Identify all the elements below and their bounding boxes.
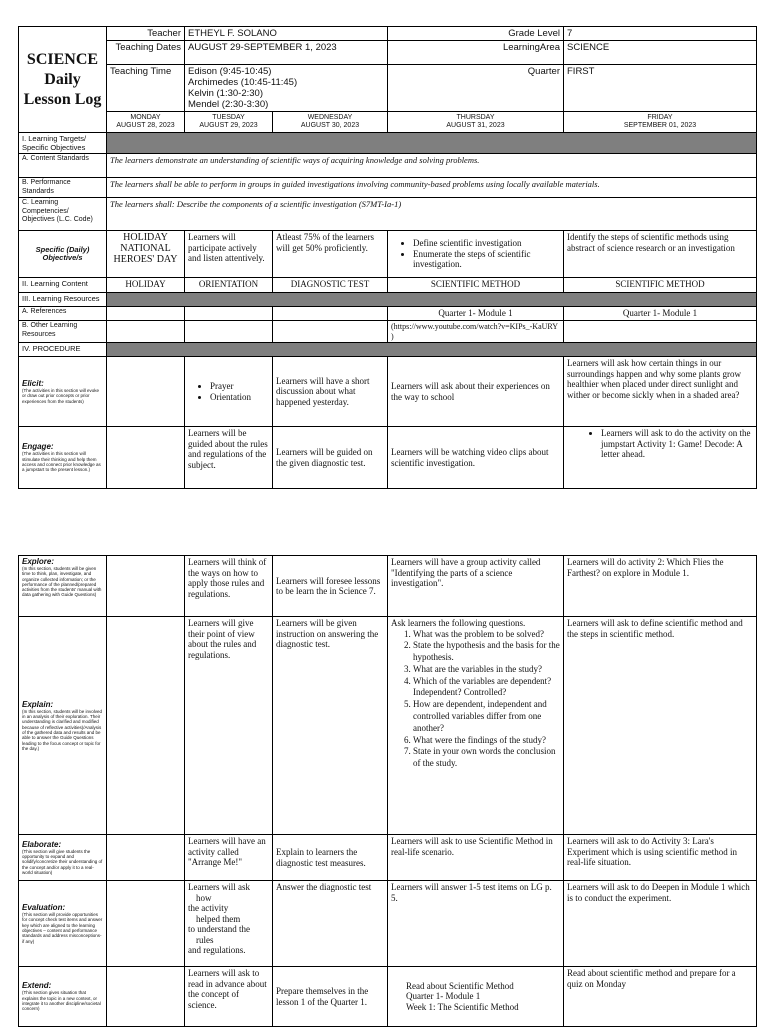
teaching-dates-label: Teaching Dates	[107, 41, 185, 65]
references-friday: Quarter 1- Module 1	[564, 307, 757, 321]
section-learning-targets: I. Learning Targets/ Specific Objectives	[19, 133, 107, 154]
phase-evaluation: Evaluation: (This section will provide opportunities for concept check test items and answer key which are aligned to the learning objectives – content and performance standards and address misconceptions- if any)	[19, 881, 107, 967]
day-header-tuesday: TUESDAY AUGUST 29, 2023	[185, 112, 273, 133]
specific-tuesday: Learners will participate actively and listen attentively.	[185, 231, 273, 278]
content-tuesday: ORIENTATION	[185, 278, 273, 293]
learning-resources-label: III. Learning Resources	[19, 293, 107, 307]
content-standards-label: A. Content Standards	[19, 154, 107, 178]
content-wednesday: DIAGNOSTIC TEST	[273, 278, 388, 293]
explain-thursday: Ask learners the following questions. 1. What was the problem to be solved? 2. State the hypothesis and the basis for the hypothesis. 3. What are the variables in the study? 4. Which of the variables are dependent? Independent? Controlled? 5. How are dependent, independent and controlled variables differ from one another? 6. What were the findings of the study? 7. State in your own words the conclusion of the study.	[388, 617, 564, 835]
day-header-wednesday: WEDNESDAY AUGUST 30, 2023	[273, 112, 388, 133]
section-bar	[107, 343, 757, 357]
elicit-wednesday: Learners will have a short discussion about what happened yesterday.	[273, 357, 388, 427]
content-monday: HOLIDAY	[107, 278, 185, 293]
list-item: 4. Which of the variables are dependent? Independent? Controlled?	[413, 676, 560, 700]
competencies-text: The learners shall: Describe the components of a scientific investigation (S7MT-Ia-1)	[107, 198, 757, 231]
section-bar	[107, 293, 757, 307]
list-item: 2. State the hypothesis and the basis for the hypothesis.	[413, 640, 560, 664]
grade-level-value: 7	[564, 27, 757, 41]
elaborate-thursday: Learners will ask to use Scientific Method in real-life scenario.	[388, 835, 564, 881]
list-item: 5. How are dependent, independent and controlled variables differ from one another?	[413, 699, 560, 734]
elicit-friday: Learners will ask how certain things in our surroundings happen and why some plants grow healthier when placed under direct sunlight and wither or become sickly when in a shaded area?	[564, 357, 757, 427]
references-label: A. References	[19, 307, 107, 321]
explore-friday: Learners will do activity 2: Which Flies the Farthest? on explore in Module 1.	[564, 556, 757, 617]
phase-explore: Explore: (In this section, students will be given time to think, plan, investigate, and organize collected information; or the performance of the planned/prepared activities from the students' manual with data gathering with Guide Questions)	[19, 556, 107, 617]
competencies-label: C. Learning Competencies/ Objectives (L.C. Code)	[19, 198, 107, 231]
list-item: • Define scientific investigation	[413, 238, 560, 249]
list-item: • Learners will ask to do the activity on the jumpstart Activity 1: Game! Decode: A letter ahead.	[601, 428, 753, 460]
elaborate-wednesday: Explain to learners the diagnostic test measures.	[273, 835, 388, 881]
other-resources-label: B. Other Learning Resources	[19, 321, 107, 343]
lesson-log-table-2	[18, 555, 757, 1027]
lesson-log-table-1	[18, 26, 757, 489]
phase-elaborate: Elaborate: (This section will give students the opportunity to expand and solidify/concretize their understanding of the concept and/or apply it to a real-world situation)	[19, 835, 107, 881]
phase-elicit: Elicit: (The activities in this section will evoke or draw out prior concepts or prior experiences from the students)	[19, 357, 107, 427]
procedure-label: IV. PROCEDURE	[19, 343, 107, 357]
teaching-time-value: Edison (9:45-10:45) Archimedes (10:45-11:45) Kelvin (1:30-2:30) Mendel (2:30-3:30)	[185, 65, 388, 112]
explore-wednesday: Learners will foresee lessons to be learn the in Science 7.	[273, 556, 388, 617]
specific-objectives-label: Specific (Daily) Objective/s	[19, 231, 107, 278]
grade-level-label: Grade Level	[388, 27, 564, 41]
evaluation-tuesday: Learners will ask how the activity helped them to understand the rules and regulations.	[185, 881, 273, 967]
content-standards-text: The learners demonstrate an understanding of scientific ways of acquiring knowledge and solving problems.	[107, 154, 757, 178]
engage-thursday: Learners will be watching video clips about scientific investigation.	[388, 427, 564, 489]
explain-friday: Learners will ask to define scientific method and the steps in scientific method.	[564, 617, 757, 835]
list-item: • Enumerate the steps of scientific investigation.	[413, 249, 560, 270]
log-title: SCIENCE Daily Lesson Log	[19, 27, 107, 133]
evaluation-friday: Learners will ask to do Deepen in Module 1 which is to conduct the experiment.	[564, 881, 757, 967]
extend-thursday: Read about Scientific Method Quarter 1- Module 1 Week 1: The Scientific Method	[388, 967, 564, 1027]
specific-friday: Identify the steps of scientific methods using abstract of science research or an investigation	[564, 231, 757, 278]
evaluation-wednesday: Answer the diagnostic test	[273, 881, 388, 967]
teaching-dates-value: AUGUST 29-SEPTEMBER 1, 2023	[185, 41, 388, 65]
explore-tuesday: Learners will think of the ways on how to apply those rules and regulations.	[185, 556, 273, 617]
list-item: 1. What was the problem to be solved?	[413, 629, 560, 641]
specific-thursday	[388, 231, 564, 278]
teacher-label: Teacher	[107, 27, 185, 41]
list-item: • Orientation	[210, 392, 269, 403]
section-bar	[107, 133, 757, 154]
lesson-log-page-1	[18, 26, 756, 489]
engage-wednesday: Learners will be guided on the given diagnostic test.	[273, 427, 388, 489]
phase-engage: Engage: (The activities in this section will stimulate their thinking and help them access and connect prior knowledge as a jumpstart to the present lesson.)	[19, 427, 107, 489]
list-item: 7. State in your own words the conclusion of the study.	[413, 746, 560, 770]
performance-standards-text: The learners shall be able to perform in groups in guided investigations involving community-based problems using locally available materials.	[107, 178, 757, 198]
elaborate-tuesday: Learners will have an activity called "Arrange Me!"	[185, 835, 273, 881]
day-header-thursday: THURSDAY AUGUST 31, 2023	[388, 112, 564, 133]
teacher-name: ETHEYL F. SOLANO	[185, 27, 388, 41]
explain-wednesday: Learners will be given instruction on answering the diagnostic test.	[273, 617, 388, 835]
learning-content-label: II. Learning Content	[19, 278, 107, 293]
specific-monday: HOLIDAY NATIONAL HEROES' DAY	[107, 231, 185, 278]
elicit-thursday: Learners will ask about their experiences on the way to school	[388, 357, 564, 427]
explore-thursday: Learners will have a group activity called "Identifying the parts of a science investigation".	[388, 556, 564, 617]
phase-explain: Explain: (In this section, students will be involved in an analysis of their exploration. Their understanding is clarified and modified because of reflective activities)/Analysis of the gathered data and results and be able to answer the Guide Questions leading to the focus concept or topic for the day.)	[19, 617, 107, 835]
quarter-label: Quarter	[388, 65, 564, 112]
extend-wednesday: Prepare themselves in the lesson 1 of the Quarter 1.	[273, 967, 388, 1027]
extend-friday: Read about scientific method and prepare for a quiz on Monday	[564, 967, 757, 1027]
engage-friday	[564, 427, 757, 489]
explain-tuesday: Learners will give their point of view about the rules and regulations.	[185, 617, 273, 835]
other-resources-thursday: (https://www.youtube.com/watch?v=KIPs_-KaURY )	[388, 321, 564, 343]
content-friday: SCIENTIFIC METHOD	[564, 278, 757, 293]
day-header-monday: MONDAY AUGUST 28, 2023	[107, 112, 185, 133]
evaluation-thursday: Learners will answer 1-5 test items on LG p. 5.	[388, 881, 564, 967]
performance-standards-label: B. Performance Standards	[19, 178, 107, 198]
references-thursday: Quarter 1- Module 1	[388, 307, 564, 321]
engage-tuesday: Learners will be guided about the rules and regulations of the subject.	[185, 427, 273, 489]
phase-extend: Extend: (This section gives situation that explains the topic in a new context, or integrate it to another discipline/societal concern)	[19, 967, 107, 1027]
list-item: 6. What were the findings of the study?	[413, 735, 560, 747]
list-item: • Prayer	[210, 381, 269, 392]
list-item: 3. What are the variables in the study?	[413, 664, 560, 676]
elicit-tuesday	[185, 357, 273, 427]
learning-area-label: LearningArea	[388, 41, 564, 65]
elaborate-friday: Learners will ask to do Activity 3: Lara's Experiment which is using scientific method in real-life situation.	[564, 835, 757, 881]
quarter-value: FIRST	[564, 65, 757, 112]
extend-tuesday: Learners will ask to read in advance about the concept of science.	[185, 967, 273, 1027]
lesson-log-page-2	[18, 555, 756, 1027]
content-thursday: SCIENTIFIC METHOD	[388, 278, 564, 293]
learning-area-value: SCIENCE	[564, 41, 757, 65]
day-header-friday: FRIDAY SEPTEMBER 01, 2023	[564, 112, 757, 133]
specific-wednesday: Atleast 75% of the learners will get 50% proficiently.	[273, 231, 388, 278]
teaching-time-label: Teaching Time	[107, 65, 185, 112]
